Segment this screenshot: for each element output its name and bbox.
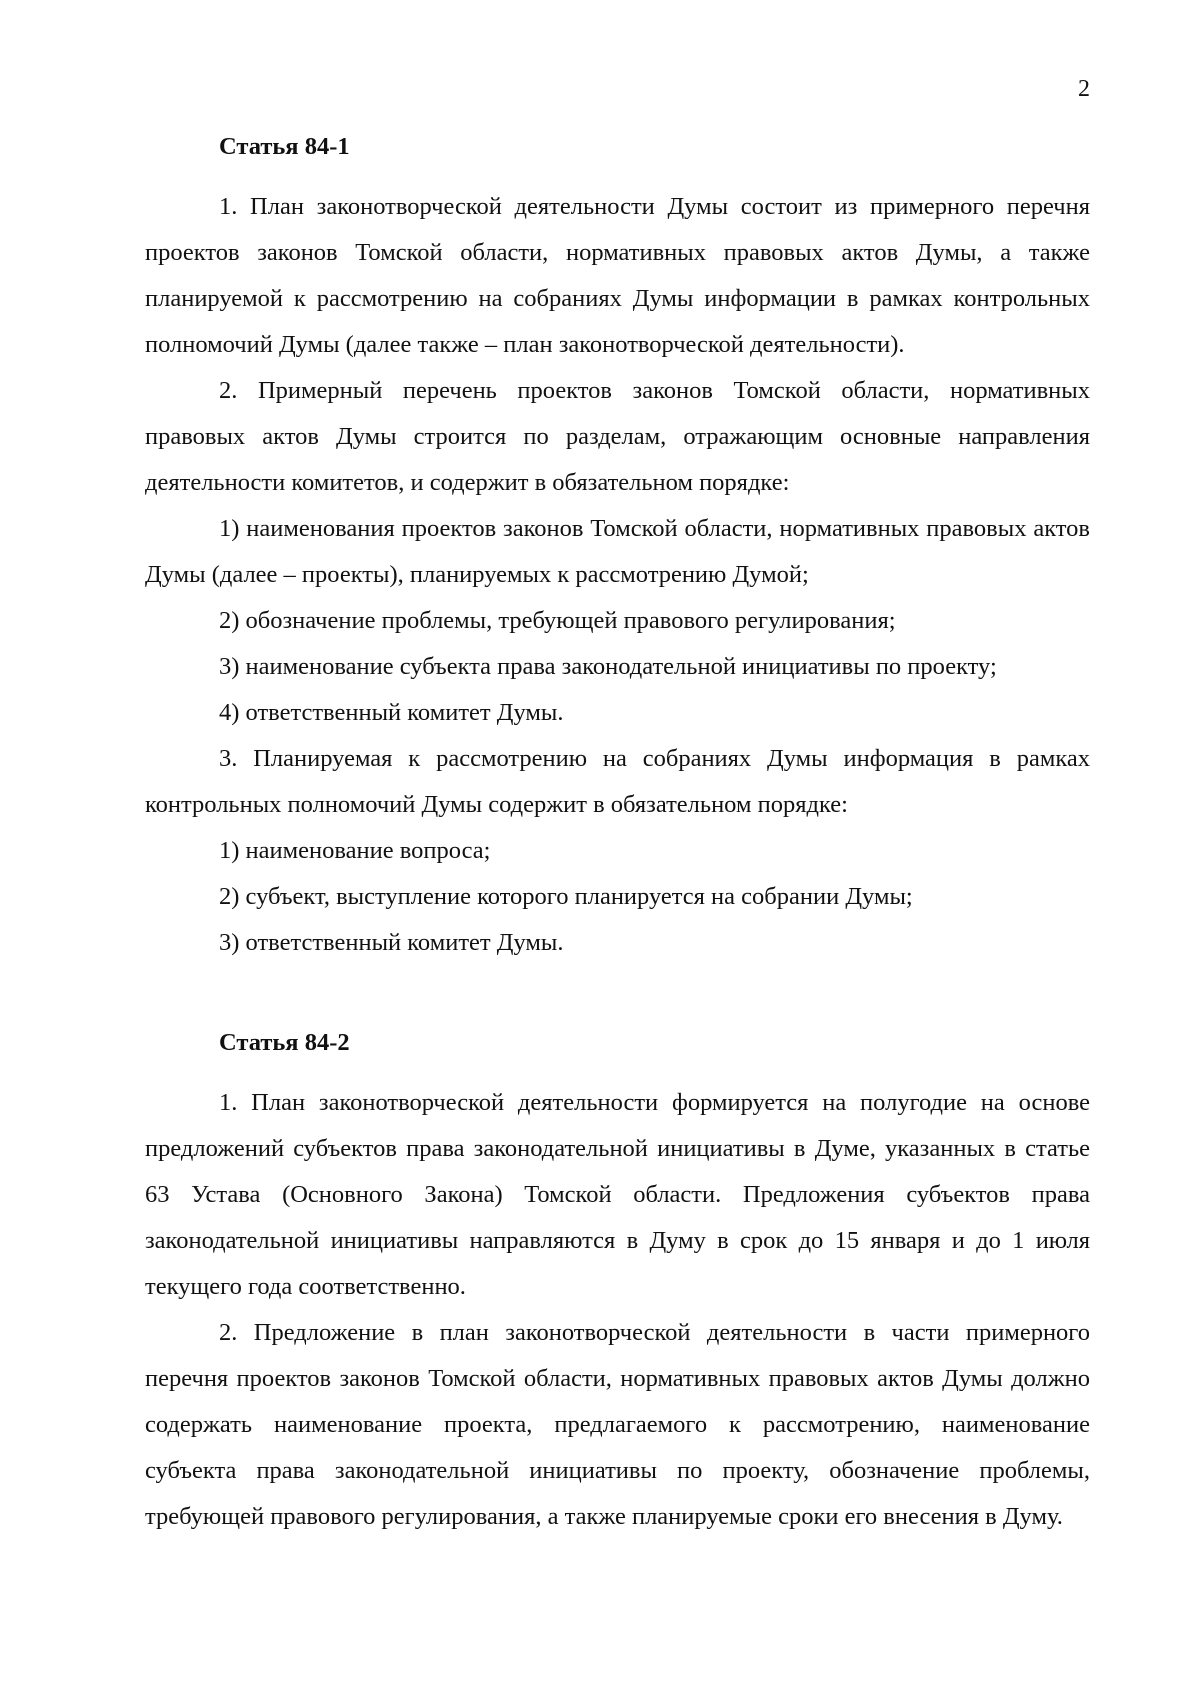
list-item: 2) обозначение проблемы, требующей правового регулирования; — [219, 607, 896, 634]
list-item: 3) наименование субъекта права законодательной инициативы по проекту; — [219, 653, 997, 680]
paragraph: 1. План законотворческой деятельности формируется на полугодие на основе предложений субъектов права законодательной инициативы в Думе, указанных в статье 63 Устава (Основного Закона) Томской области. Предложения субъектов права законодательной инициативы направляются в Думу в срок до 15 января и до 1 июля текущего года соответственно. — [145, 1089, 1090, 1300]
list-item: 3) ответственный комитет Думы. — [219, 929, 564, 956]
article-heading: Статья 84-2 — [219, 1029, 350, 1056]
article-heading: Статья 84-1 — [219, 133, 350, 160]
page-number: 2 — [1078, 76, 1090, 102]
paragraph: 1. План законотворческой деятельности Думы состоит из примерного перечня проектов законов Томской области, нормативных правовых актов Думы, а также планируемой к рассмотрению на собраниях Думы информации в рамках контрольных полномочий Думы (далее также – план законотворческой деятельности). — [145, 193, 1090, 358]
article-84-1 — [145, 124, 1090, 966]
list-item: 4) ответственный комитет Думы. — [219, 699, 564, 726]
paragraph: 2. Предложение в план законотворческой деятельности в части примерного перечня проектов законов Томской области, нормативных правовых актов Думы должно содержать наименование проекта, предлагаемого к рассмотрению, наименование субъекта права законодательной инициативы по проекту, обозначение проблемы, требующей правового регулирования, а также планируемые сроки его внесения в Думу. — [145, 1319, 1090, 1530]
paragraph: 3. Планируемая к рассмотрению на собраниях Думы информация в рамках контрольных полномочий Думы содержит в обязательном порядке: — [145, 745, 1090, 818]
paragraph: 2. Примерный перечень проектов законов Томской области, нормативных правовых актов Думы строится по разделам, отражающим основные направления деятельности комитетов, и содержит в обязательном порядке: — [145, 377, 1090, 496]
list-item: 1) наименования проектов законов Томской области, нормативных правовых актов Думы (далее – проекты), планируемых к рассмотрению Думой; — [145, 515, 1090, 588]
article-84-2 — [145, 1020, 1090, 1540]
list-item: 2) субъект, выступление которого планируется на собрании Думы; — [219, 883, 913, 910]
list-item: 1) наименование вопроса; — [219, 837, 491, 864]
document-body — [145, 124, 1090, 1540]
